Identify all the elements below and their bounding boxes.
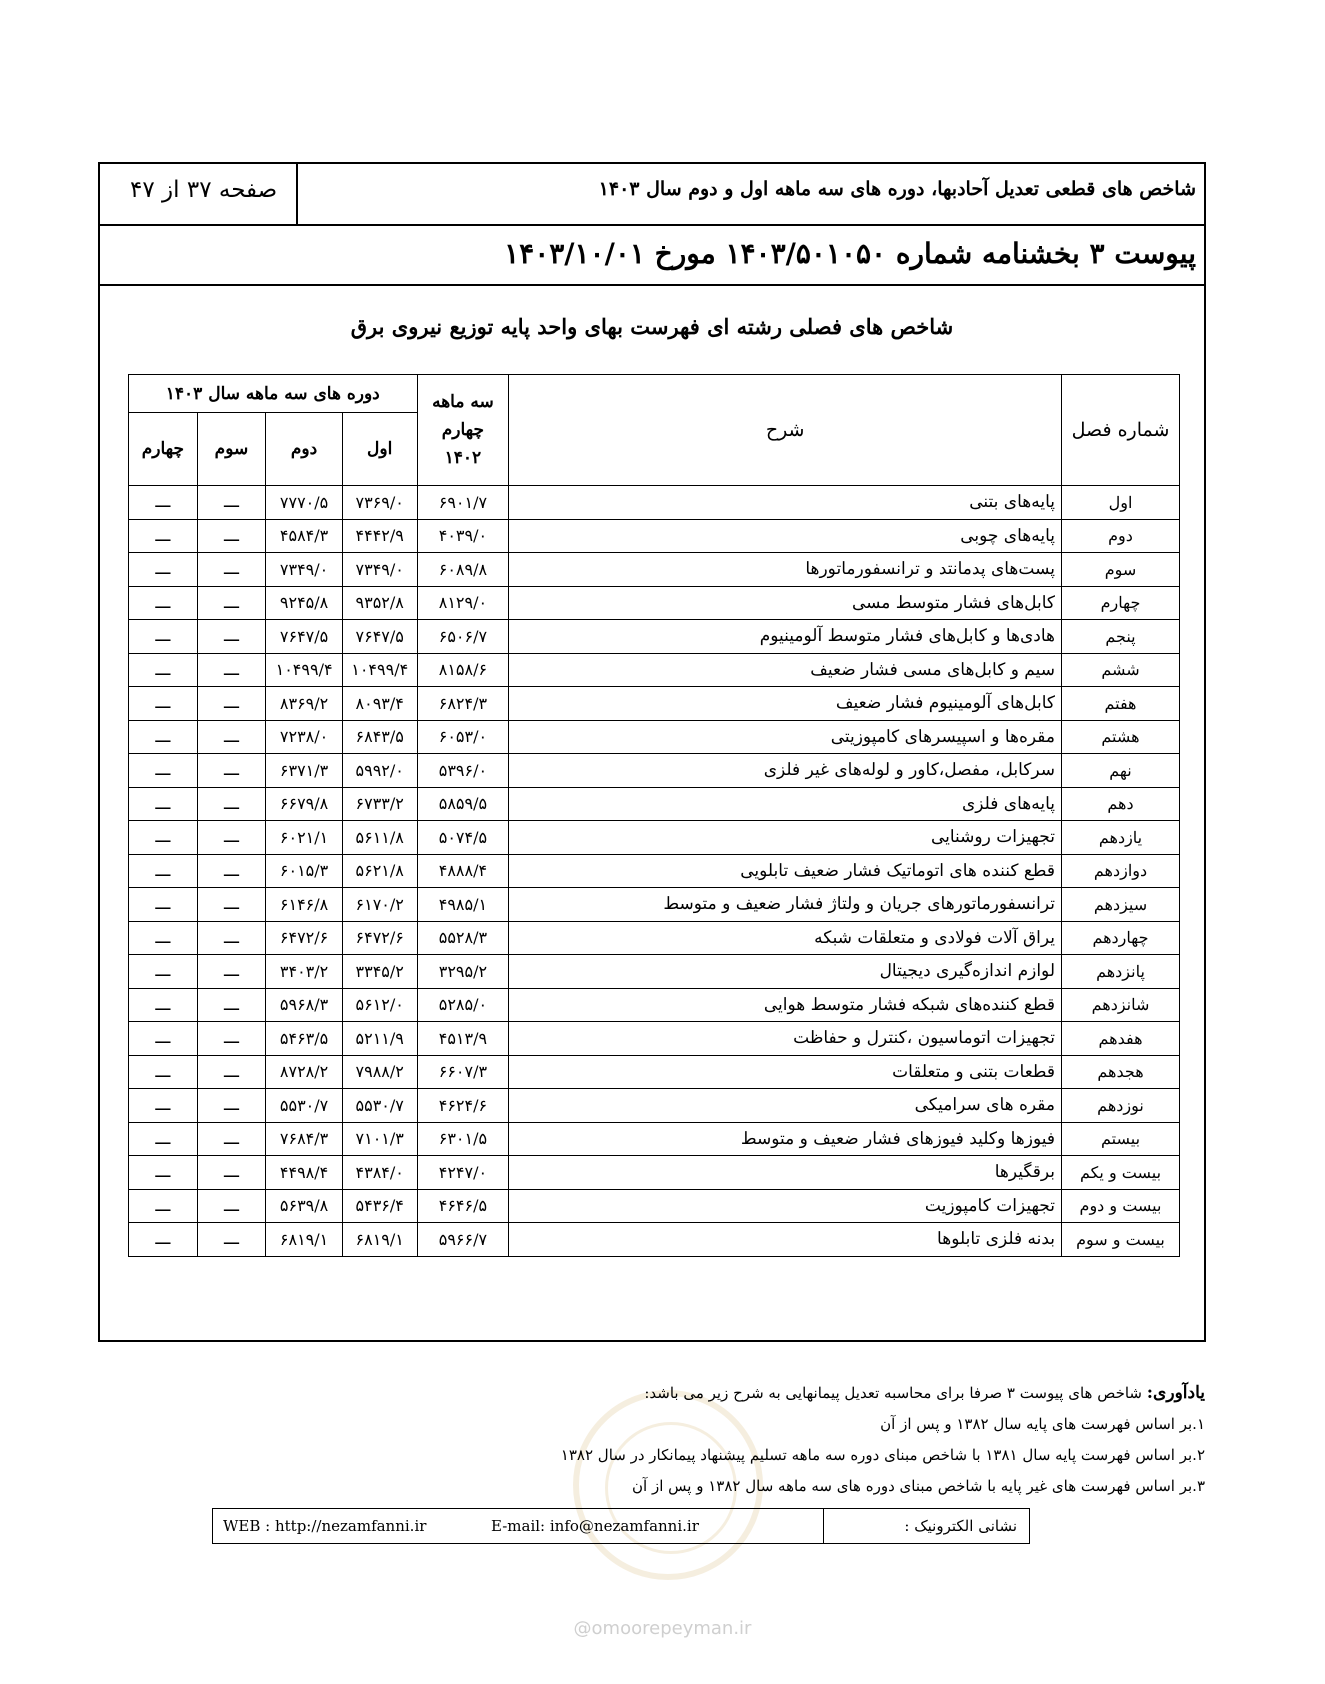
table-row [129,888,1180,922]
page-number: صفحه ۳۷ از ۴۷ [130,177,278,203]
q4-cell: ـــ [129,754,198,788]
prev-quarter-cell: ۵۲۸۵/۰ [417,988,509,1022]
description-cell: کابل‌های فشار متوسط مسی [509,586,1062,620]
document-subtitle: پیوست ۳ بخشنامه شماره ۱۴۰۳/۵۰۱۰۵۰ مورخ ۱۴۰۳/۱۰/۰۱ [504,237,1196,270]
q4-cell: ـــ [129,620,198,654]
q2-cell: ۷۲۳۸/۰ [266,720,343,754]
q1-cell: ۵۶۱۱/۸ [342,821,417,855]
table-row [129,1189,1180,1223]
reminder-item: ۲.بر اساس فهرست پایه سال ۱۳۸۱ با شاخص مبنای دوره سه ماهه تسلیم پیشنهاد پیمانکار در سال ۱۳۸۲ [560,1446,1205,1464]
prev-quarter-cell: ۴۰۳۹/۰ [417,519,509,553]
description-cell: مقره های سرامیکی [509,1089,1062,1123]
prev-quarter-cell: ۵۹۶۶/۷ [417,1223,509,1257]
col-q3-header: سوم [197,413,266,486]
q1-cell: ۹۳۵۲/۸ [342,586,417,620]
q3-cell: ـــ [197,1055,266,1089]
table-row [129,988,1180,1022]
description-cell: برقگیرها [509,1156,1062,1190]
q3-cell: ـــ [197,1223,266,1257]
q2-cell: ۹۲۴۵/۸ [266,586,343,620]
prev-quarter-cell: ۶۸۲۴/۳ [417,687,509,721]
q1-cell: ۵۲۱۱/۹ [342,1022,417,1056]
reminder-label: یادآوری: [1146,1383,1205,1403]
chapter-cell: سوم [1062,553,1180,587]
description-cell: سیم و کابل‌های مسی فشار ضعیف [509,653,1062,687]
contact-box [212,1508,1030,1544]
q1-cell: ۵۵۳۰/۷ [342,1089,417,1123]
q3-cell: ـــ [197,553,266,587]
table-row [129,1223,1180,1257]
prev-quarter-cell: ۴۹۸۵/۱ [417,888,509,922]
q3-cell: ـــ [197,620,266,654]
chapter-cell: یازدهم [1062,821,1180,855]
q4-cell: ـــ [129,519,198,553]
chapter-cell: بیست و سوم [1062,1223,1180,1257]
chapter-cell: بیست و دوم [1062,1189,1180,1223]
description-cell: یراق آلات فولادی و متعلقات شبکه [509,921,1062,955]
table-row [129,754,1180,788]
q3-cell: ـــ [197,854,266,888]
description-cell: فیوزها وکلید فیوزهای فشار ضعیف و متوسط [509,1122,1062,1156]
chapter-cell: هشتم [1062,720,1180,754]
chapter-cell: دوم [1062,519,1180,553]
table-row [129,1122,1180,1156]
description-cell: ترانسفورماتورهای جریان و ولتاژ فشار ضعیف و متوسط [509,888,1062,922]
prev-quarter-cell: ۶۵۰۶/۷ [417,620,509,654]
q3-cell: ـــ [197,720,266,754]
q2-cell: ۸۳۶۹/۲ [266,687,343,721]
table-row [129,921,1180,955]
q4-cell: ـــ [129,653,198,687]
q2-cell: ۶۱۴۶/۸ [266,888,343,922]
q3-cell: ـــ [197,821,266,855]
q4-cell: ـــ [129,1189,198,1223]
q3-cell: ـــ [197,787,266,821]
table-row [129,519,1180,553]
q2-cell: ۵۵۳۰/۷ [266,1089,343,1123]
description-cell: تجهیزات کامپوزیت [509,1189,1062,1223]
q2-cell: ۶۰۲۱/۱ [266,821,343,855]
q2-cell: ۷۶۸۴/۳ [266,1122,343,1156]
chapter-cell: دوازدهم [1062,854,1180,888]
q4-cell: ـــ [129,1055,198,1089]
prev-quarter-cell: ۴۸۸۸/۴ [417,854,509,888]
col-q1-header: اول [342,413,417,486]
prev-quarter-cell: ۶۰۵۳/۰ [417,720,509,754]
subtitle-row [100,226,1204,286]
q3-cell: ـــ [197,653,266,687]
table-row [129,620,1180,654]
q2-cell: ۶۴۷۲/۶ [266,921,343,955]
chapter-cell: نوزدهم [1062,1089,1180,1123]
q4-cell: ـــ [129,888,198,922]
q3-cell: ـــ [197,888,266,922]
chapter-cell: بیست و یکم [1062,1156,1180,1190]
chapter-cell: نهم [1062,754,1180,788]
description-cell: قطع کننده‌های شبکه فشار متوسط هوایی [509,988,1062,1022]
q1-cell: ۷۶۴۷/۵ [342,620,417,654]
chapter-cell: هفتم [1062,687,1180,721]
q2-cell: ۸۷۲۸/۲ [266,1055,343,1089]
description-cell: پایه‌های فلزی [509,787,1062,821]
q2-cell: ۶۸۱۹/۱ [266,1223,343,1257]
q1-cell: ۵۹۹۲/۰ [342,754,417,788]
prev-quarter-cell: ۸۱۵۸/۶ [417,653,509,687]
q2-cell: ۶۶۷۹/۸ [266,787,343,821]
table-body [129,486,1180,1257]
q3-cell: ـــ [197,988,266,1022]
chapter-cell: دهم [1062,787,1180,821]
table-row [129,653,1180,687]
page-number-cell [100,164,298,224]
document-frame [98,162,1206,1342]
q3-cell: ـــ [197,921,266,955]
email-link[interactable]: E-mail: info@nezamfanni.ir [491,1517,699,1535]
q3-cell: ـــ [197,1156,266,1190]
header-row [100,164,1204,226]
q2-cell: ۵۹۶۸/۳ [266,988,343,1022]
description-cell: هادی‌ها و کابل‌های فشار متوسط آلومینیوم [509,620,1062,654]
website-link[interactable]: WEB : http://nezamfanni.ir [223,1517,427,1535]
q1-cell: ۵۴۳۶/۴ [342,1189,417,1223]
col-q2-header: دوم [266,413,343,486]
prev-quarter-cell: ۵۳۹۶/۰ [417,754,509,788]
reminder-block [205,1378,1205,1502]
prev-quarter-cell: ۶۶۰۷/۳ [417,1055,509,1089]
q3-cell: ـــ [197,1122,266,1156]
chapter-cell: شانزدهم [1062,988,1180,1022]
prev-quarter-cell: ۳۲۹۵/۲ [417,955,509,989]
table-row [129,553,1180,587]
contact-label: نشانی الکترونیک : [823,1509,1029,1543]
q3-cell: ـــ [197,955,266,989]
table-row [129,854,1180,888]
q2-cell: ۶۳۷۱/۳ [266,754,343,788]
col-chapter-header: شماره فصل [1062,375,1180,486]
col-periods-group-header: دوره های سه ماهه سال ۱۴۰۳ [129,375,418,413]
q1-cell: ۶۸۴۳/۵ [342,720,417,754]
description-cell: تجهیزات اتوماسیون ،کنترل و حفاظت [509,1022,1062,1056]
q3-cell: ـــ [197,1089,266,1123]
q1-cell: ۸۰۹۳/۴ [342,687,417,721]
watermark-site: @omoorepeyman.ir [573,1618,752,1639]
chapter-cell: سیزدهم [1062,888,1180,922]
table-row [129,787,1180,821]
table-title: شاخص های فصلی رشته ای فهرست بهای واحد پایه توزیع نیروی برق [350,314,954,339]
q1-cell: ۶۱۷۰/۲ [342,888,417,922]
chapter-cell: ششم [1062,653,1180,687]
prev-quarter-cell: ۸۱۲۹/۰ [417,586,509,620]
q2-cell: ۴۴۹۸/۴ [266,1156,343,1190]
q3-cell: ـــ [197,519,266,553]
q4-cell: ـــ [129,821,198,855]
table-row [129,821,1180,855]
col-prev-quarter-header: سه ماهه چهارم ۱۴۰۲ [417,375,509,486]
q2-cell: ۷۳۴۹/۰ [266,553,343,587]
q4-cell: ـــ [129,687,198,721]
index-table [128,374,1180,1257]
q1-cell: ۷۱۰۱/۳ [342,1122,417,1156]
q4-cell: ـــ [129,720,198,754]
chapter-cell: بیستم [1062,1122,1180,1156]
q1-cell: ۵۶۱۲/۰ [342,988,417,1022]
prev-quarter-cell: ۴۵۱۳/۹ [417,1022,509,1056]
chapter-cell: پنجم [1062,620,1180,654]
prev-quarter-cell: ۵۰۷۴/۵ [417,821,509,855]
prev-quarter-cell: ۵۵۲۸/۳ [417,921,509,955]
q3-cell: ـــ [197,754,266,788]
table-row [129,720,1180,754]
description-cell: سرکابل، مفصل،کاور و لوله‌های غیر فلزی [509,754,1062,788]
description-cell: کابل‌های آلومینیوم فشار ضعیف [509,687,1062,721]
q2-cell: ۵۶۳۹/۸ [266,1189,343,1223]
description-cell: قطعات بتنی و متعلقات [509,1055,1062,1089]
q1-cell: ۷۳۴۹/۰ [342,553,417,587]
q3-cell: ـــ [197,486,266,520]
q3-cell: ـــ [197,1189,266,1223]
q4-cell: ـــ [129,1089,198,1123]
table-row [129,586,1180,620]
q1-cell: ۵۶۲۱/۸ [342,854,417,888]
q1-cell: ۶۴۷۲/۶ [342,921,417,955]
chapter-cell: چهارم [1062,586,1180,620]
q2-cell: ۳۴۰۳/۲ [266,955,343,989]
chapter-cell: چهاردهم [1062,921,1180,955]
chapter-cell: هجدهم [1062,1055,1180,1089]
table-row [129,1089,1180,1123]
q2-cell: ۴۵۸۴/۳ [266,519,343,553]
q4-cell: ـــ [129,854,198,888]
prev-quarter-cell: ۴۶۴۶/۵ [417,1189,509,1223]
q1-cell: ۷۳۶۹/۰ [342,486,417,520]
chapter-cell: اول [1062,486,1180,520]
q2-cell: ۱۰۴۹۹/۴ [266,653,343,687]
table-row [129,1156,1180,1190]
q1-cell: ۶۸۱۹/۱ [342,1223,417,1257]
prev-quarter-cell: ۴۲۴۷/۰ [417,1156,509,1190]
q4-cell: ـــ [129,988,198,1022]
table-row [129,486,1180,520]
description-cell: پایه‌های چوبی [509,519,1062,553]
q1-cell: ۶۷۳۳/۲ [342,787,417,821]
q4-cell: ـــ [129,787,198,821]
q1-cell: ۱۰۴۹۹/۴ [342,653,417,687]
q4-cell: ـــ [129,1022,198,1056]
q4-cell: ـــ [129,1156,198,1190]
q2-cell: ۵۴۶۳/۵ [266,1022,343,1056]
chapter-cell: هفدهم [1062,1022,1180,1056]
q2-cell: ۷۷۷۰/۵ [266,486,343,520]
prev-quarter-cell: ۶۰۸۹/۸ [417,553,509,587]
document-title: شاخص های قطعی تعدیل آحادبها، دوره های سه ماهه اول و دوم سال ۱۴۰۳ [598,178,1196,200]
chapter-cell: پانزدهم [1062,955,1180,989]
q4-cell: ـــ [129,486,198,520]
q4-cell: ـــ [129,1223,198,1257]
q4-cell: ـــ [129,553,198,587]
q2-cell: ۶۰۱۵/۳ [266,854,343,888]
q4-cell: ـــ [129,1122,198,1156]
col-q4-header: چهارم [129,413,198,486]
description-cell: قطع کننده های اتوماتیک فشار ضعیف تابلویی [509,854,1062,888]
table-row [129,1022,1180,1056]
table-row [129,687,1180,721]
prev-quarter-cell: ۵۸۵۹/۵ [417,787,509,821]
q1-cell: ۴۴۴۲/۹ [342,519,417,553]
description-cell: تجهیزات روشنایی [509,821,1062,855]
reminder-intro: شاخص های پیوست ۳ صرفا برای محاسبه تعدیل پیمانهایی به شرح زیر می باشد: [644,1384,1142,1402]
q1-cell: ۴۳۸۴/۰ [342,1156,417,1190]
q4-cell: ـــ [129,955,198,989]
description-cell: مقره‌ها و اسپیسرهای کامپوزیتی [509,720,1062,754]
reminder-item: ۱.بر اساس فهرست های پایه سال ۱۳۸۲ و پس از آن [880,1415,1205,1433]
prev-quarter-cell: ۴۶۲۴/۶ [417,1089,509,1123]
q4-cell: ـــ [129,921,198,955]
q1-cell: ۷۹۸۸/۲ [342,1055,417,1089]
table-row [129,955,1180,989]
q1-cell: ۳۳۴۵/۲ [342,955,417,989]
description-cell: بدنه فلزی تابلوها [509,1223,1062,1257]
prev-quarter-cell: ۶۹۰۱/۷ [417,486,509,520]
q3-cell: ـــ [197,687,266,721]
reminder-item: ۳.بر اساس فهرست های غیر پایه با شاخص مبنای دوره های سه ماهه سال ۱۳۸۲ و پس از آن [632,1477,1205,1495]
description-cell: پست‌های پدمانتد و ترانسفورماتورها [509,553,1062,587]
prev-quarter-cell: ۶۳۰۱/۵ [417,1122,509,1156]
description-cell: لوازم اندازه‌گیری دیجیتال [509,955,1062,989]
q3-cell: ـــ [197,586,266,620]
table-row [129,1055,1180,1089]
q4-cell: ـــ [129,586,198,620]
q3-cell: ـــ [197,1022,266,1056]
col-description-header: شرح [509,375,1062,486]
q2-cell: ۷۶۴۷/۵ [266,620,343,654]
description-cell: پایه‌های بتنی [509,486,1062,520]
